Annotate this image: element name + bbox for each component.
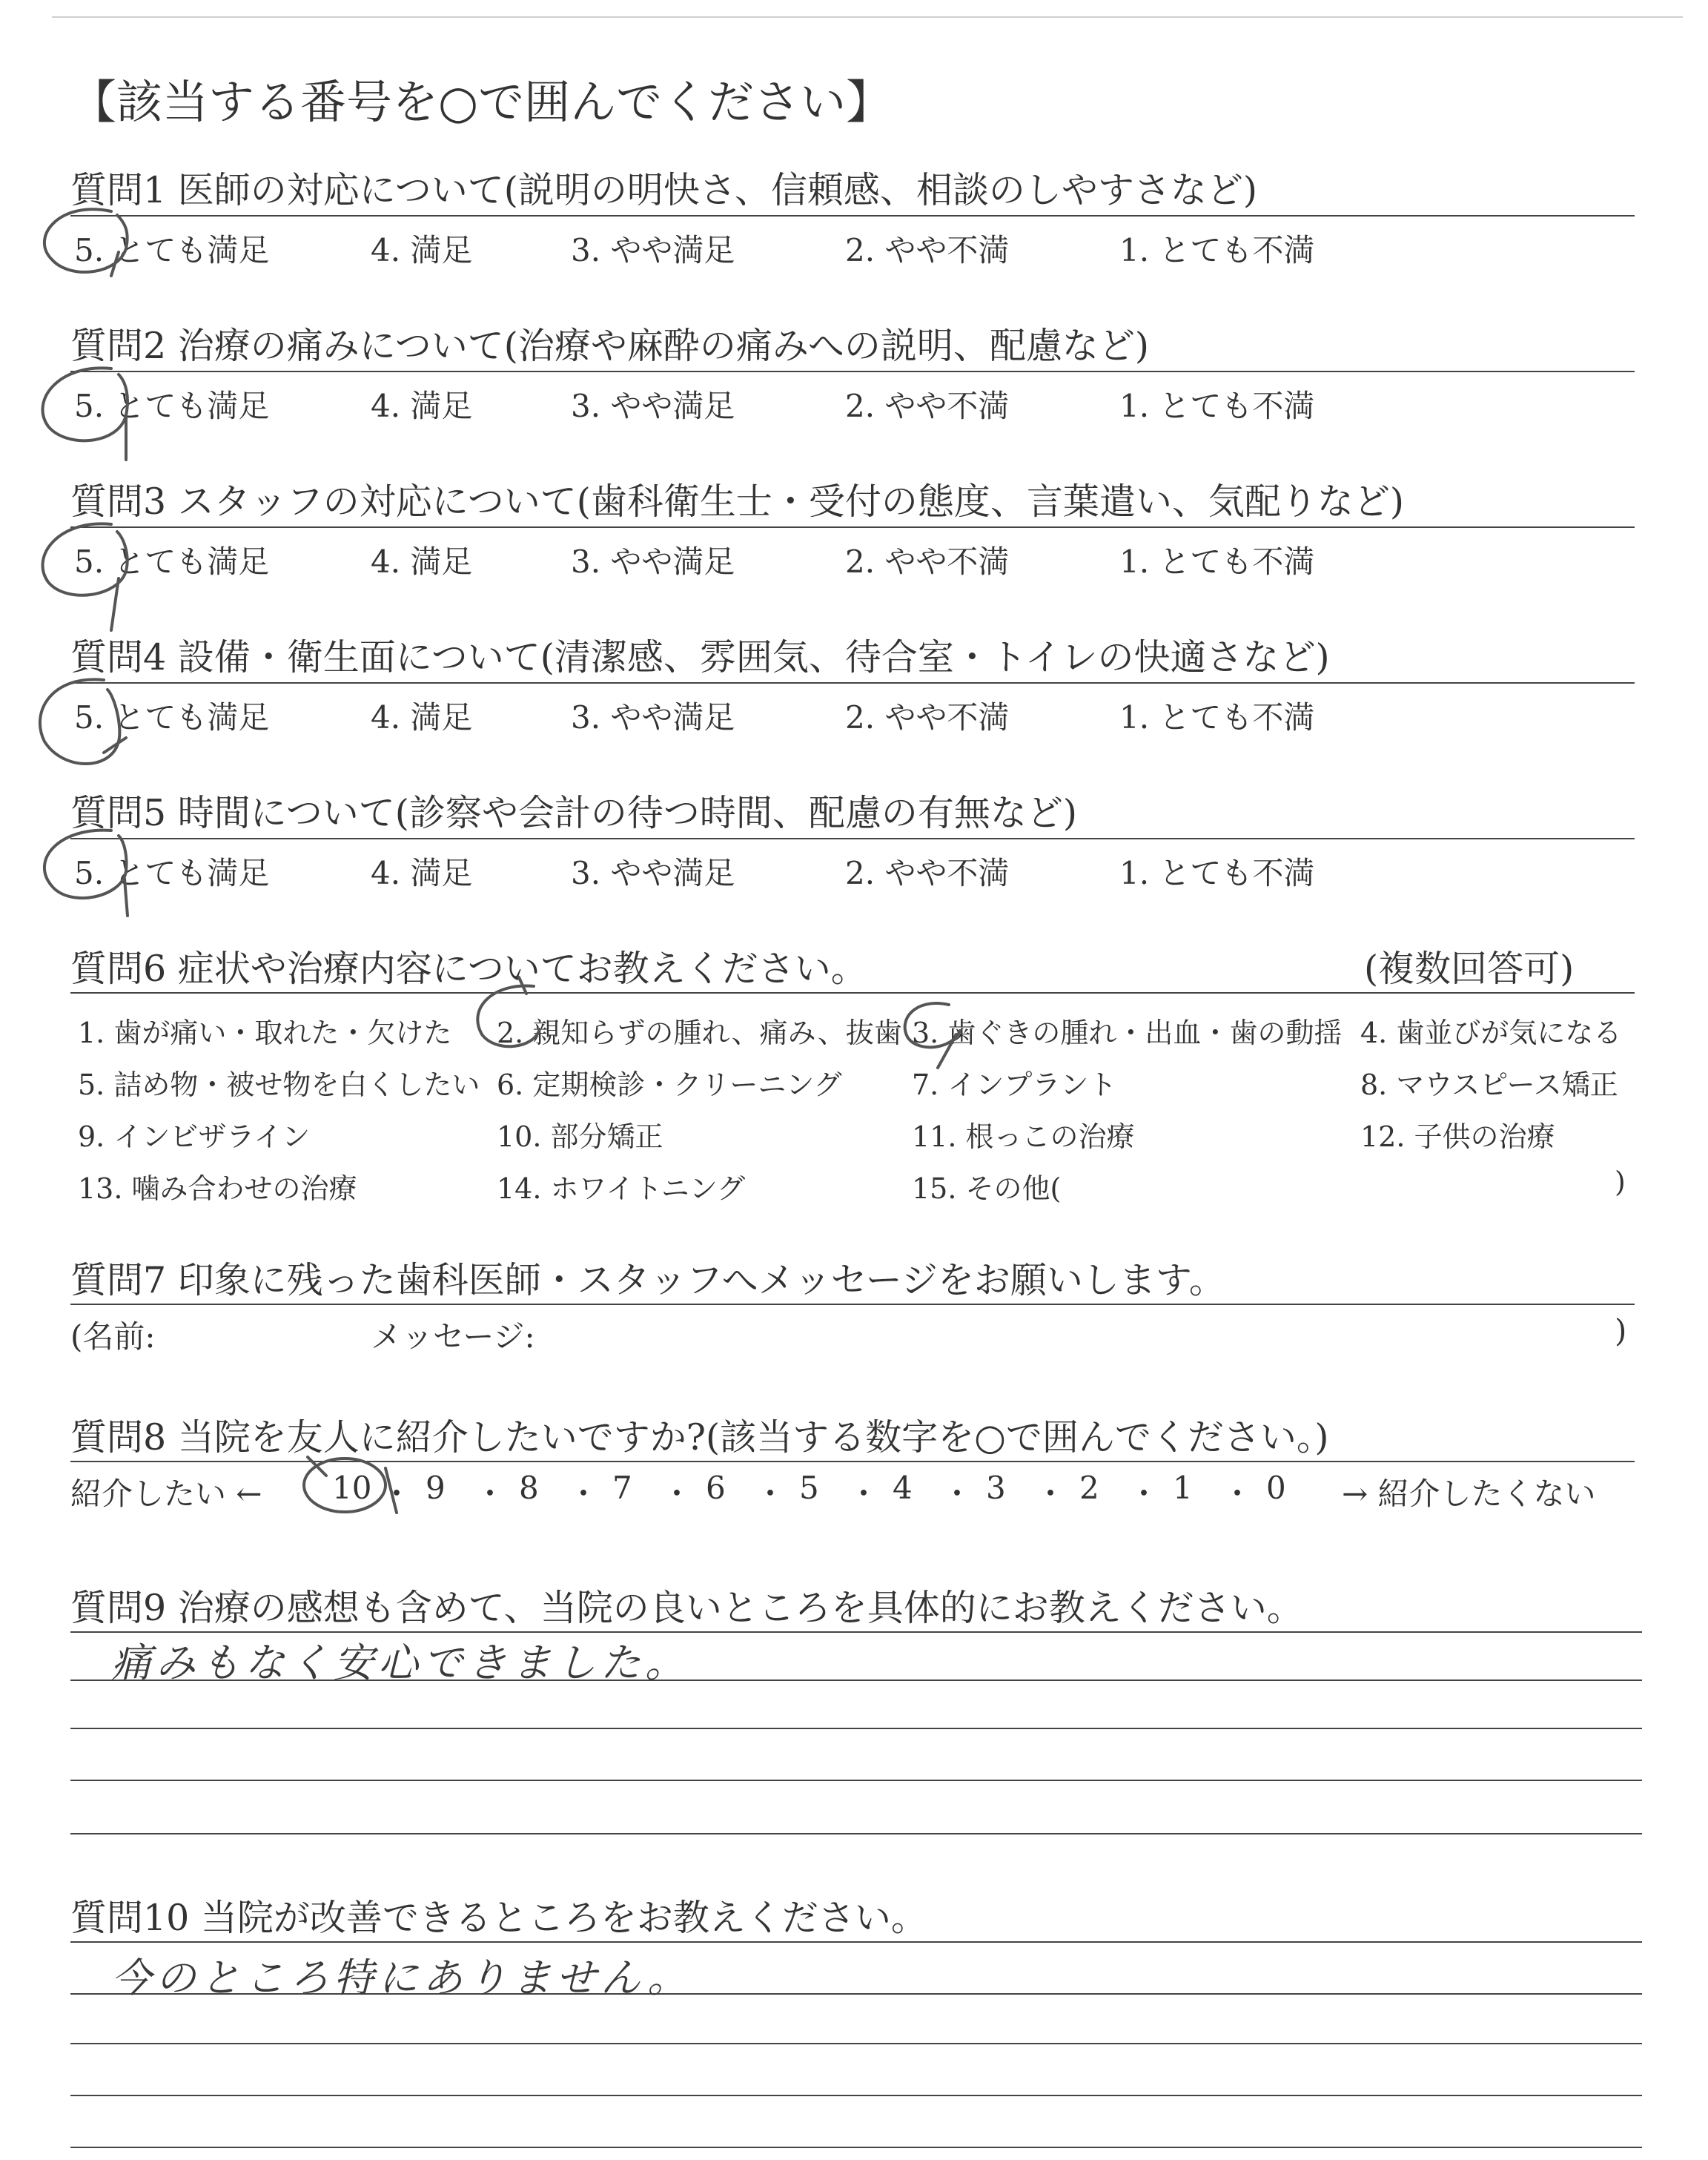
q8-scale-1[interactable]: 1 — [1173, 1470, 1193, 1506]
q6-item-11[interactable]: 11. 根っこの治療 — [912, 1120, 1135, 1153]
q7-title: 質問7 印象に残った歯科医師・スタッフへメッセージをお願いします。 — [70, 1259, 1225, 1301]
q8-rule — [70, 1461, 1635, 1462]
q7-name-label: (名前: — [70, 1318, 156, 1355]
q2-option-2[interactable]: 2. やや不満 — [845, 388, 1010, 424]
q6-item-3[interactable]: 3. 歯ぐきの腫れ・出血・歯の動揺 — [912, 1017, 1343, 1049]
q6-item-9[interactable]: 9. インビザライン — [78, 1120, 311, 1153]
q1-option-2[interactable]: 2. やや不満 — [845, 232, 1010, 268]
q10-line-4 — [70, 2095, 1642, 2096]
q5-rule — [70, 838, 1635, 839]
q9-answer[interactable]: 痛みもなく安心できました。 — [111, 1639, 689, 1686]
q4-option-1[interactable]: 1. とても不満 — [1119, 699, 1315, 736]
q8-scale-separator: ・ — [474, 1476, 506, 1512]
q8-scale-5[interactable]: 5 — [799, 1470, 819, 1506]
q1-option-4[interactable]: 4. 満足 — [371, 232, 473, 268]
q6-item-4[interactable]: 4. 歯並びが気になる — [1360, 1017, 1622, 1049]
q1-option-3[interactable]: 3. やや満足 — [571, 232, 735, 268]
q9-title: 質問9 治療の感想も含めて、当院の良いところを具体的にお教えください。 — [70, 1587, 1303, 1629]
q2-option-5[interactable]: 5. とても満足 — [74, 388, 270, 424]
q2-option-3[interactable]: 3. やや満足 — [571, 388, 735, 424]
q6-item-6[interactable]: 6. 定期検診・クリーニング — [497, 1069, 842, 1101]
q2-rule — [70, 371, 1635, 372]
q8-scale-separator: ・ — [568, 1476, 600, 1512]
q6-item-15[interactable]: 15. その他( — [912, 1172, 1062, 1205]
q1-title: 質問1 医師の対応について(説明の明快さ、信頼感、相談のしやすさなど) — [70, 169, 1258, 211]
q10-line-1 — [70, 1941, 1642, 1943]
q6-item-10[interactable]: 10. 部分矯正 — [497, 1120, 663, 1153]
q6-item-2[interactable]: 2. 親知らずの腫れ、痛み、抜歯 — [497, 1017, 902, 1049]
q9-line-5 — [70, 1833, 1642, 1834]
q6-item-1[interactable]: 1. 歯が痛い・取れた・欠けた — [78, 1017, 452, 1049]
q6-other-close-paren: ) — [1615, 1166, 1626, 1198]
q4-option-5[interactable]: 5. とても満足 — [74, 699, 270, 736]
q8-title: 質問8 当院を友人に紹介したいですか?(該当する数字を○で囲んでください。) — [70, 1416, 1329, 1459]
q8-scale-separator: ・ — [941, 1476, 973, 1512]
q8-scale-3[interactable]: 3 — [986, 1470, 1006, 1506]
q1-rule — [70, 215, 1635, 217]
q8-scale-separator: ・ — [381, 1476, 413, 1512]
q3-option-4[interactable]: 4. 満足 — [371, 544, 473, 580]
q8-scale-separator: ・ — [1035, 1476, 1067, 1512]
q6-rule — [70, 992, 1635, 994]
q5-option-4[interactable]: 4. 満足 — [371, 855, 473, 891]
q6-title: 質問6 症状や治療内容についてお教えください。 — [70, 948, 867, 990]
q6-item-5[interactable]: 5. 詰め物・被せ物を白くしたい — [78, 1069, 480, 1101]
top-edge-line — [52, 16, 1683, 18]
q9-line-3 — [70, 1728, 1642, 1729]
q6-item-14[interactable]: 14. ホワイトニング — [497, 1172, 746, 1205]
q3-option-1[interactable]: 1. とても不満 — [1119, 544, 1315, 580]
q8-scale-separator: ・ — [755, 1476, 787, 1512]
q10-answer[interactable]: 今のところ特にありません。 — [111, 1955, 692, 2001]
q8-scale-separator: ・ — [1222, 1476, 1254, 1512]
q4-option-2[interactable]: 2. やや不満 — [845, 699, 1010, 736]
q3-rule — [70, 526, 1635, 528]
q9-line-4 — [70, 1780, 1642, 1781]
q8-scale-4[interactable]: 4 — [893, 1470, 913, 1506]
q6-item-7[interactable]: 7. インプラント — [912, 1069, 1117, 1101]
q6-item-13[interactable]: 13. 噛み合わせの治療 — [78, 1172, 357, 1205]
q4-option-3[interactable]: 3. やや満足 — [571, 699, 735, 736]
q2-option-1[interactable]: 1. とても不満 — [1119, 388, 1315, 424]
q5-option-1[interactable]: 1. とても不満 — [1119, 855, 1315, 891]
q8-scale-separator: ・ — [1128, 1476, 1160, 1512]
q8-scale-10[interactable]: 10 — [332, 1470, 372, 1506]
q8-scale-separator: ・ — [848, 1476, 880, 1512]
q8-scale-7[interactable]: 7 — [612, 1470, 632, 1506]
q7-rule — [70, 1304, 1635, 1305]
q1-option-5[interactable]: 5. とても満足 — [74, 232, 270, 268]
q3-title: 質問3 スタッフの対応について(歯科衛生士・受付の態度、言葉遣い、気配りなど) — [70, 480, 1405, 523]
q8-left-label: 紹介したい ← — [70, 1476, 262, 1512]
q10-line-5 — [70, 2147, 1642, 2148]
q5-option-3[interactable]: 3. やや満足 — [571, 855, 735, 891]
q8-scale-0[interactable]: 0 — [1266, 1470, 1286, 1506]
q6-item-8[interactable]: 8. マウスピース矯正 — [1360, 1069, 1618, 1101]
q8-right-label: → 紹介したくない — [1342, 1476, 1596, 1512]
q5-option-5[interactable]: 5. とても満足 — [74, 855, 270, 891]
q6-item-12[interactable]: 12. 子供の治療 — [1360, 1120, 1555, 1153]
q10-line-3 — [70, 2043, 1642, 2044]
q3-option-3[interactable]: 3. やや満足 — [571, 544, 735, 580]
q5-option-2[interactable]: 2. やや不満 — [845, 855, 1010, 891]
q3-option-2[interactable]: 2. やや不満 — [845, 544, 1010, 580]
q8-scale-separator: ・ — [661, 1476, 693, 1512]
q6-multiple-note: (複数回答可) — [1364, 948, 1575, 990]
q8-scale-8[interactable]: 8 — [519, 1470, 539, 1506]
q2-title: 質問2 治療の痛みについて(治療や麻酔の痛みへの説明、配慮など) — [70, 325, 1150, 367]
q2-option-4[interactable]: 4. 満足 — [371, 388, 473, 424]
form-heading: 【該当する番号を○で囲んでください】 — [70, 75, 893, 129]
q5-title: 質問5 時間について(診察や会計の待つ時間、配慮の有無など) — [70, 792, 1078, 834]
q7-message-label: メッセージ: — [371, 1318, 535, 1355]
q4-option-4[interactable]: 4. 満足 — [371, 699, 473, 736]
q7-close-paren: ) — [1615, 1312, 1627, 1349]
q4-title: 質問4 設備・衛生面について(清潔感、雰囲気、待合室・トイレの快適さなど) — [70, 636, 1330, 678]
q8-scale-2[interactable]: 2 — [1079, 1470, 1099, 1506]
q8-scale-9[interactable]: 9 — [426, 1470, 446, 1506]
q10-title: 質問10 当院が改善できるところをお教えください。 — [70, 1897, 927, 1939]
q3-option-5[interactable]: 5. とても満足 — [74, 544, 270, 580]
q8-scale-6[interactable]: 6 — [706, 1470, 726, 1506]
q4-rule — [70, 682, 1635, 684]
q1-option-1[interactable]: 1. とても不満 — [1119, 232, 1315, 268]
